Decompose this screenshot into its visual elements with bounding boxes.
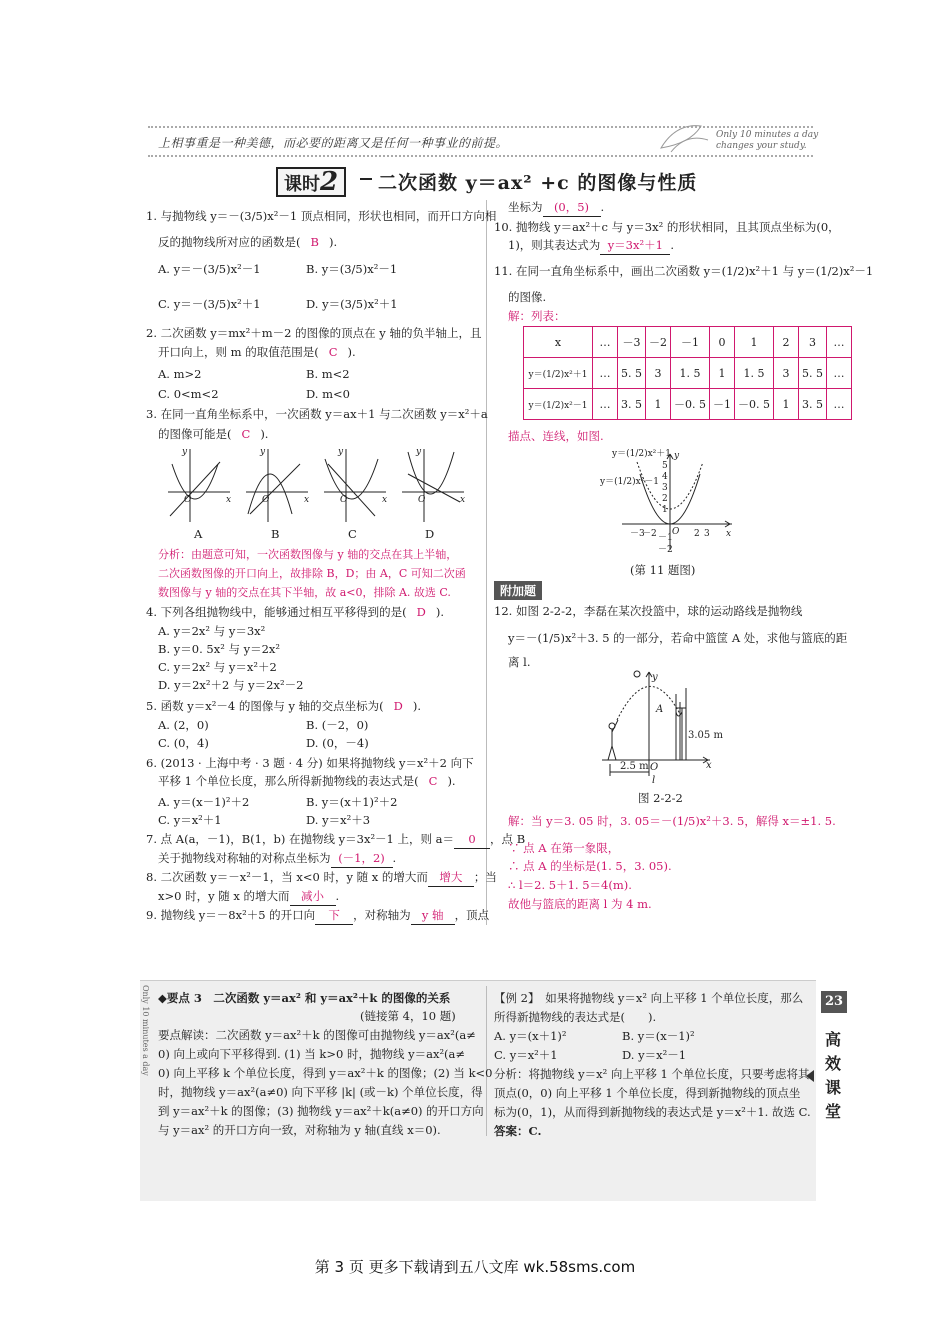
q11-solution-label: 解：列表： (508, 309, 566, 323)
q2-line1: 2. 二次函数 y＝mx²＋m－2 的图像的顶点在 y 轴的负半轴上，且 (146, 326, 482, 340)
svg-text:O: O (262, 495, 270, 505)
q5-option-a: A. (2，0) (158, 718, 209, 732)
side-char: 堂 (824, 1102, 841, 1121)
q2-line2: 开口向上，则 m 的取值范围是( C ). (158, 345, 356, 359)
svg-text:x: x (460, 495, 466, 505)
table-cell: … (593, 389, 618, 420)
example-option-d: D. y＝x²－1 (622, 1048, 687, 1062)
q2-option-c: C. 0<m<2 (158, 387, 219, 401)
q12-line2: y＝－(1/5)x²＋3. 5 的一部分，若命中篮筐 A 处，求他与篮底的距 (508, 631, 848, 645)
q9-line2: 坐标为 (0，5) . (508, 199, 604, 217)
q7-answer-a: 0 (454, 831, 490, 849)
fig12-axis-x: x (706, 760, 712, 771)
q10-line1: 10. 抛物线 y＝ax²＋c 与 y＝3x² 的形状相同，且其顶点坐标为(0， (494, 220, 840, 234)
q6-option-c: C. y＝x²＋1 (158, 813, 222, 827)
q8-answer-a: 增大 (428, 869, 474, 887)
q6-stem: 平移 1 个单位长度，那么所得新抛物线的表达式是( (158, 774, 419, 788)
q2-option-d: D. m<0 (306, 387, 350, 401)
table-row (524, 327, 852, 358)
q6-line2: 平移 1 个单位长度，那么所得新抛物线的表达式是( C ). (158, 774, 456, 788)
q8-answer-b: 减小 (290, 888, 336, 906)
svg-text:y: y (260, 447, 266, 457)
svg-text:x: x (382, 495, 388, 505)
fig11-tick-y: 4 (662, 472, 668, 482)
header-slogan-line1: Only 10 minutes a day (716, 130, 819, 140)
q6-answer: C (428, 774, 438, 788)
fig12-axis-y: y (652, 672, 658, 683)
q1-line2: 反的抛物线所对应的函数是( B ). (158, 235, 338, 249)
example-answer: 答案：C. (494, 1124, 542, 1138)
q9-answer-a: 下 (315, 907, 353, 925)
q3-answer: C (241, 427, 251, 441)
key-point-line: 与 y＝ax² 的开口方向一致，对称轴为 y 轴(直线 x＝0). (158, 1123, 441, 1137)
key-point-line: 时，抛物线 y＝ax²(a≠0) 向下平移 |k| (或－k) 个单位长度，得 (158, 1085, 483, 1099)
q4-line1: 4. 下列各组抛物线中，能够通过相互平移得到的是( D ). (146, 605, 445, 619)
q1-stem: 反的抛物线所对应的函数是( (158, 235, 301, 249)
fig12-caption: 图 2-2-2 (638, 791, 683, 805)
table-cell: －2 (646, 327, 671, 358)
q7-line1 (146, 831, 525, 849)
key-point-title: ◆要点 3 二次函数 y＝ax² 和 y＝ax²＋k 的图像的关系 (158, 991, 451, 1005)
q4-stem: 4. 下列各组抛物线中，能够通过相互平移得到的是( (146, 605, 407, 619)
table-cell: y＝(1/2)x²＋1 (524, 358, 593, 389)
lesson-number: 2 (320, 167, 339, 197)
example-line: 【例 2】 如果将抛物线 y＝x² 向上平移 1 个单位长度，那么 (494, 991, 804, 1005)
key-point-link: (链接第 4，10 题) (360, 1009, 456, 1023)
q3-line2: 的图像可能是( C ). (158, 427, 269, 441)
vertical-slogan: Only 10 minutes a day (141, 985, 150, 1076)
example-analysis: 顶点(0，0) 向上平移 1 个单位长度，得到新抛物线的顶点坐 (494, 1086, 801, 1100)
q11-line2: 的图像. (508, 290, 547, 304)
q4-option-c: C. y＝2x² 与 y＝x²＋2 (158, 660, 277, 674)
q7-stem-c: 关于抛物线对称轴的对称点坐标为 (158, 851, 331, 865)
side-arrow-icon (806, 1070, 814, 1082)
fig11-tick-y: －1 (658, 533, 673, 543)
fig11-tick-y: 5 (662, 461, 668, 471)
fig11-curve-label-mid: y＝(1/2)x²－1 (600, 477, 660, 487)
q3-analysis-2: 二次函数图像的开口向上，故排除 B，D；由 A，C 可知二次函 (158, 567, 466, 580)
q6-option-a: A. y＝(x－1)²＋2 (158, 795, 250, 809)
table-cell: 1 (774, 389, 799, 420)
fig11-tick-x: －2 (642, 529, 657, 539)
svg-text:O: O (340, 495, 348, 505)
table-cell: 5. 5 (799, 358, 827, 389)
fig11-curve-label-top: y＝(1/2)x²＋1 (612, 449, 672, 459)
table-cell: 5. 5 (618, 358, 646, 389)
table-cell: 3 (646, 358, 671, 389)
table-cell: 1 (735, 327, 774, 358)
fig11-tick-y: 3 (662, 483, 668, 493)
q8-stem-c: x>0 时，y 随 x 的增大而 (158, 889, 290, 903)
table-cell: x (524, 327, 593, 358)
table-row (524, 358, 852, 389)
q9-answer-b: y 轴 (411, 907, 455, 925)
q8-line1 (146, 869, 497, 887)
fig11-tick-x: 2 (694, 529, 700, 539)
q6-option-b: B. y＝(x＋1)²＋2 (306, 795, 398, 809)
fig11-tick-y: 1 (662, 505, 668, 515)
key-point-line: 0) 向上平移 k 个单位长度，得到 y＝ax²＋k 的图像；(2) 当 k<0 (158, 1066, 493, 1080)
fig11-tick-x: －3 (630, 529, 645, 539)
graph-label-b: B (271, 527, 280, 541)
q1-line1: 1. 与抛物线 y＝－(3/5)x²－1 顶点相同，形状也相同，而开口方向相 (146, 209, 497, 223)
q5-stem: 5. 函数 y＝x²－4 的图像与 y 轴的交点坐标为( (146, 699, 384, 713)
q10-stem: 1)，则其表达式为 (508, 238, 601, 252)
addon-label: 附加题 (494, 581, 542, 600)
q4-option-b: B. y＝0. 5x² 与 y＝2x² (158, 642, 281, 656)
fig11-tick-y: 2 (662, 494, 668, 504)
lesson-label: 课时 (284, 174, 320, 195)
fig12-point-a: A (656, 704, 664, 715)
side-char: 效 (824, 1054, 841, 1073)
q3-analysis-1: 分析：由题意可知，一次函数图像与 y 轴的交点在其上半轴， (158, 548, 458, 561)
table-cell: 0 (710, 327, 735, 358)
fig11-tick-x: 3 (704, 529, 710, 539)
q9-stem: 9. 抛物线 y＝－8x²＋5 的开口向 (146, 908, 316, 922)
side-char: 高 (824, 1030, 841, 1049)
title-connector (360, 178, 372, 180)
table-cell: … (827, 327, 852, 358)
q5-option-b: B. (－2，0) (306, 718, 369, 732)
q7-line2: 关于抛物线对称轴的对称点坐标为 (－1，2) . (158, 850, 396, 868)
table-row (524, 389, 852, 420)
key-point-line: 0) 向上或向下平移得到. (1) 当 k>0 时，抛物线 y＝ax²(a≠ (158, 1047, 466, 1061)
page-title: 二次函数 y＝ax² +c 的图像与性质 (378, 172, 698, 194)
q9-stem-c: ，顶点 (454, 908, 490, 922)
page-number: 23 (820, 990, 848, 1014)
fig11-axis-y: y (674, 451, 680, 461)
q8-line2: x>0 时，y 随 x 的增大而 减小 . (158, 888, 339, 906)
q12-line3: 离 l. (508, 655, 531, 669)
q7-answer-b: (－1，2) (331, 850, 393, 868)
svg-text:O: O (184, 495, 192, 505)
header-dotted-rule-2 (148, 155, 813, 157)
lesson-badge (276, 167, 346, 197)
page-footer: 第 3 页 更多下载请到五八文库 wk.58sms.com (314, 1258, 636, 1276)
table-cell: 1 (710, 358, 735, 389)
q12-solution-1: 解：当 y＝3. 05 时，3. 05＝－(1/5)x²＋3. 5，解得 x＝±1. 5. (508, 814, 836, 828)
header-dotted-rule (148, 126, 813, 128)
q6-option-d: D. y＝x²＋3 (306, 813, 371, 827)
table-cell: … (827, 358, 852, 389)
bottom-divider (486, 986, 487, 1136)
q11-plot-note: 描点、连线，如图. (508, 429, 604, 443)
q5-line1: 5. 函数 y＝x²－4 的图像与 y 轴的交点坐标为( D ). (146, 699, 422, 713)
q12-solution-5: 故他与篮底的距离 l 为 4 m. (508, 897, 652, 911)
table-cell: －1 (710, 389, 735, 420)
q9-stem-b: ，对称轴为 (353, 908, 411, 922)
q7-stem-b: ，点 B (490, 832, 526, 846)
svg-text:O: O (418, 495, 426, 505)
side-char: 课 (824, 1078, 841, 1097)
table-cell: y＝(1/2)x²－1 (524, 389, 593, 420)
fig11-tick-y: －2 (658, 545, 673, 555)
fig12-graph (592, 668, 742, 784)
table-cell: 1. 5 (671, 358, 710, 389)
leaf-ornament-icon (656, 118, 711, 158)
svg-text:y: y (182, 447, 188, 457)
q11-line1: 11. 在同一直角坐标系中，画出二次函数 y＝(1/2)x²＋1 与 y＝(1/2)x²－1 (494, 264, 874, 278)
q8-stem: 8. 二次函数 y＝－x²－1，当 x<0 时，y 随 x 的增大而 (146, 870, 428, 884)
q2-answer: C (328, 345, 338, 359)
key-point-line: 要点解读：二次函数 y＝ax²＋k 的图像可由抛物线 y＝ax²(a≠ (158, 1028, 476, 1042)
header-slogan-line2: changes your study. (716, 141, 807, 151)
svg-text:y: y (416, 447, 422, 457)
table-cell: 3. 5 (618, 389, 646, 420)
table-cell: 1 (646, 389, 671, 420)
fig11-graph (592, 444, 742, 564)
value-table (523, 326, 852, 420)
fig11-origin: O (672, 527, 680, 537)
q9-coord-label: 坐标为 (508, 200, 543, 214)
table-cell: … (827, 389, 852, 420)
table-cell: －0. 5 (735, 389, 774, 420)
table-cell: 2 (774, 327, 799, 358)
q10-answer: y＝3x²＋1 (600, 237, 670, 255)
fig12-dist-label: 2.5 m (620, 761, 649, 772)
q9-answer-c: (0，5) (543, 199, 601, 217)
table-cell: 3 (799, 327, 827, 358)
column-divider (486, 200, 487, 925)
table-cell: 3 (774, 358, 799, 389)
q5-option-d: D. (0，－4) (306, 736, 369, 750)
example-option-c: C. y＝x²＋1 (494, 1048, 558, 1062)
q12-line1: 12. 如图 2-2-2，李磊在某次投篮中，球的运动路线是抛物线 (494, 604, 803, 618)
graph-label-c: C (348, 527, 357, 541)
graph-label-a: A (194, 527, 203, 541)
q1-option-b: B. y＝(3/5)x²－1 (306, 262, 398, 276)
q6-line1: 6. (2013 · 上海中考 · 3 题 · 4 分) 如果将抛物线 y＝x²＋2 向下 (146, 756, 474, 770)
fig12-origin: O (650, 762, 659, 773)
q4-option-d: D. y＝2x²＋2 与 y＝2x²－2 (158, 678, 304, 692)
q1-answer: B (310, 235, 319, 249)
q2-stem: 开口向上，则 m 的取值范围是( (158, 345, 319, 359)
q4-option-a: A. y＝2x² 与 y＝3x² (158, 624, 266, 638)
q5-answer: D (393, 699, 403, 713)
example-option-a: A. y＝(x＋1)² (494, 1029, 567, 1043)
example-line: 所得新抛物线的表达式是( ). (494, 1010, 657, 1024)
table-cell: … (593, 358, 618, 389)
table-cell: … (593, 327, 618, 358)
graph-label-d: D (425, 527, 435, 541)
q3-graphs (160, 444, 470, 542)
q7-stem: 7. 点 A(a，－1)，B(1，b) 在抛物线 y＝3x²－1 上，则 a＝ (146, 832, 455, 846)
header-slogan (716, 130, 818, 152)
q2-option-b: B. m<2 (306, 367, 350, 381)
side-vertical-label (820, 1028, 846, 1124)
example-analysis: 标为(0，1)，从而得到新抛物线的表达式是 y＝x²＋1. 故选 C. (494, 1105, 811, 1119)
svg-text:x: x (226, 495, 232, 505)
q3-line1: 3. 在同一直角坐标系中，一次函数 y＝ax＋1 与二次函数 y＝x²＋a (146, 407, 488, 421)
q9-line1 (146, 907, 489, 925)
q4-answer: D (416, 605, 426, 619)
q12-solution-3: ∴ 点 A 的坐标是(1. 5，3. 05). (508, 859, 672, 873)
q8-stem-b: ；当 (473, 870, 497, 884)
example-option-b: B. y＝(x－1)² (622, 1029, 695, 1043)
table-cell: －1 (671, 327, 710, 358)
q3-analysis-3: 数图像与 y 轴的交点在其下半轴，故 a<0，排除 A. 故选 C. (158, 586, 451, 599)
table-cell: 1. 5 (735, 358, 774, 389)
q2-option-a: A. m>2 (158, 367, 202, 381)
fig11-caption: (第 11 题图) (630, 563, 696, 577)
svg-text:x: x (304, 495, 310, 505)
table-cell: －3 (618, 327, 646, 358)
q3-stem: 的图像可能是( (158, 427, 232, 441)
q5-option-c: C. (0，4) (158, 736, 209, 750)
q10-line2: 1)，则其表达式为 y＝3x²＋1 . (508, 237, 674, 255)
q1-option-c: C. y＝－(3/5)x²＋1 (158, 297, 261, 311)
fig12-l-label: l (652, 775, 656, 784)
header-motto: 上相事重是一种美德，而必要的距离又是任何一种事业的前提。 (158, 136, 509, 150)
key-point-line: 到 y＝ax²＋k 的图像；(3) 抛物线 y＝ax²＋k(a≠0) 的开口方向 (158, 1104, 484, 1118)
fig12-height-label: 3.05 m (688, 730, 723, 741)
table-cell: 3. 5 (799, 389, 827, 420)
table-cell: －0. 5 (671, 389, 710, 420)
example-analysis: 分析：将抛物线 y＝x² 向上平移 1 个单位长度，只要考虑将其 (494, 1067, 810, 1081)
fig11-axis-x: x (726, 529, 732, 539)
q12-solution-4: ∴ l＝2. 5＋1. 5＝4(m). (508, 878, 632, 892)
svg-text:y: y (338, 447, 344, 457)
q1-option-a: A. y＝－(3/5)x²－1 (158, 262, 261, 276)
q12-solution-2: ∵ 点 A 在第一象限， (508, 841, 620, 855)
q1-option-d: D. y＝(3/5)x²＋1 (306, 297, 398, 311)
